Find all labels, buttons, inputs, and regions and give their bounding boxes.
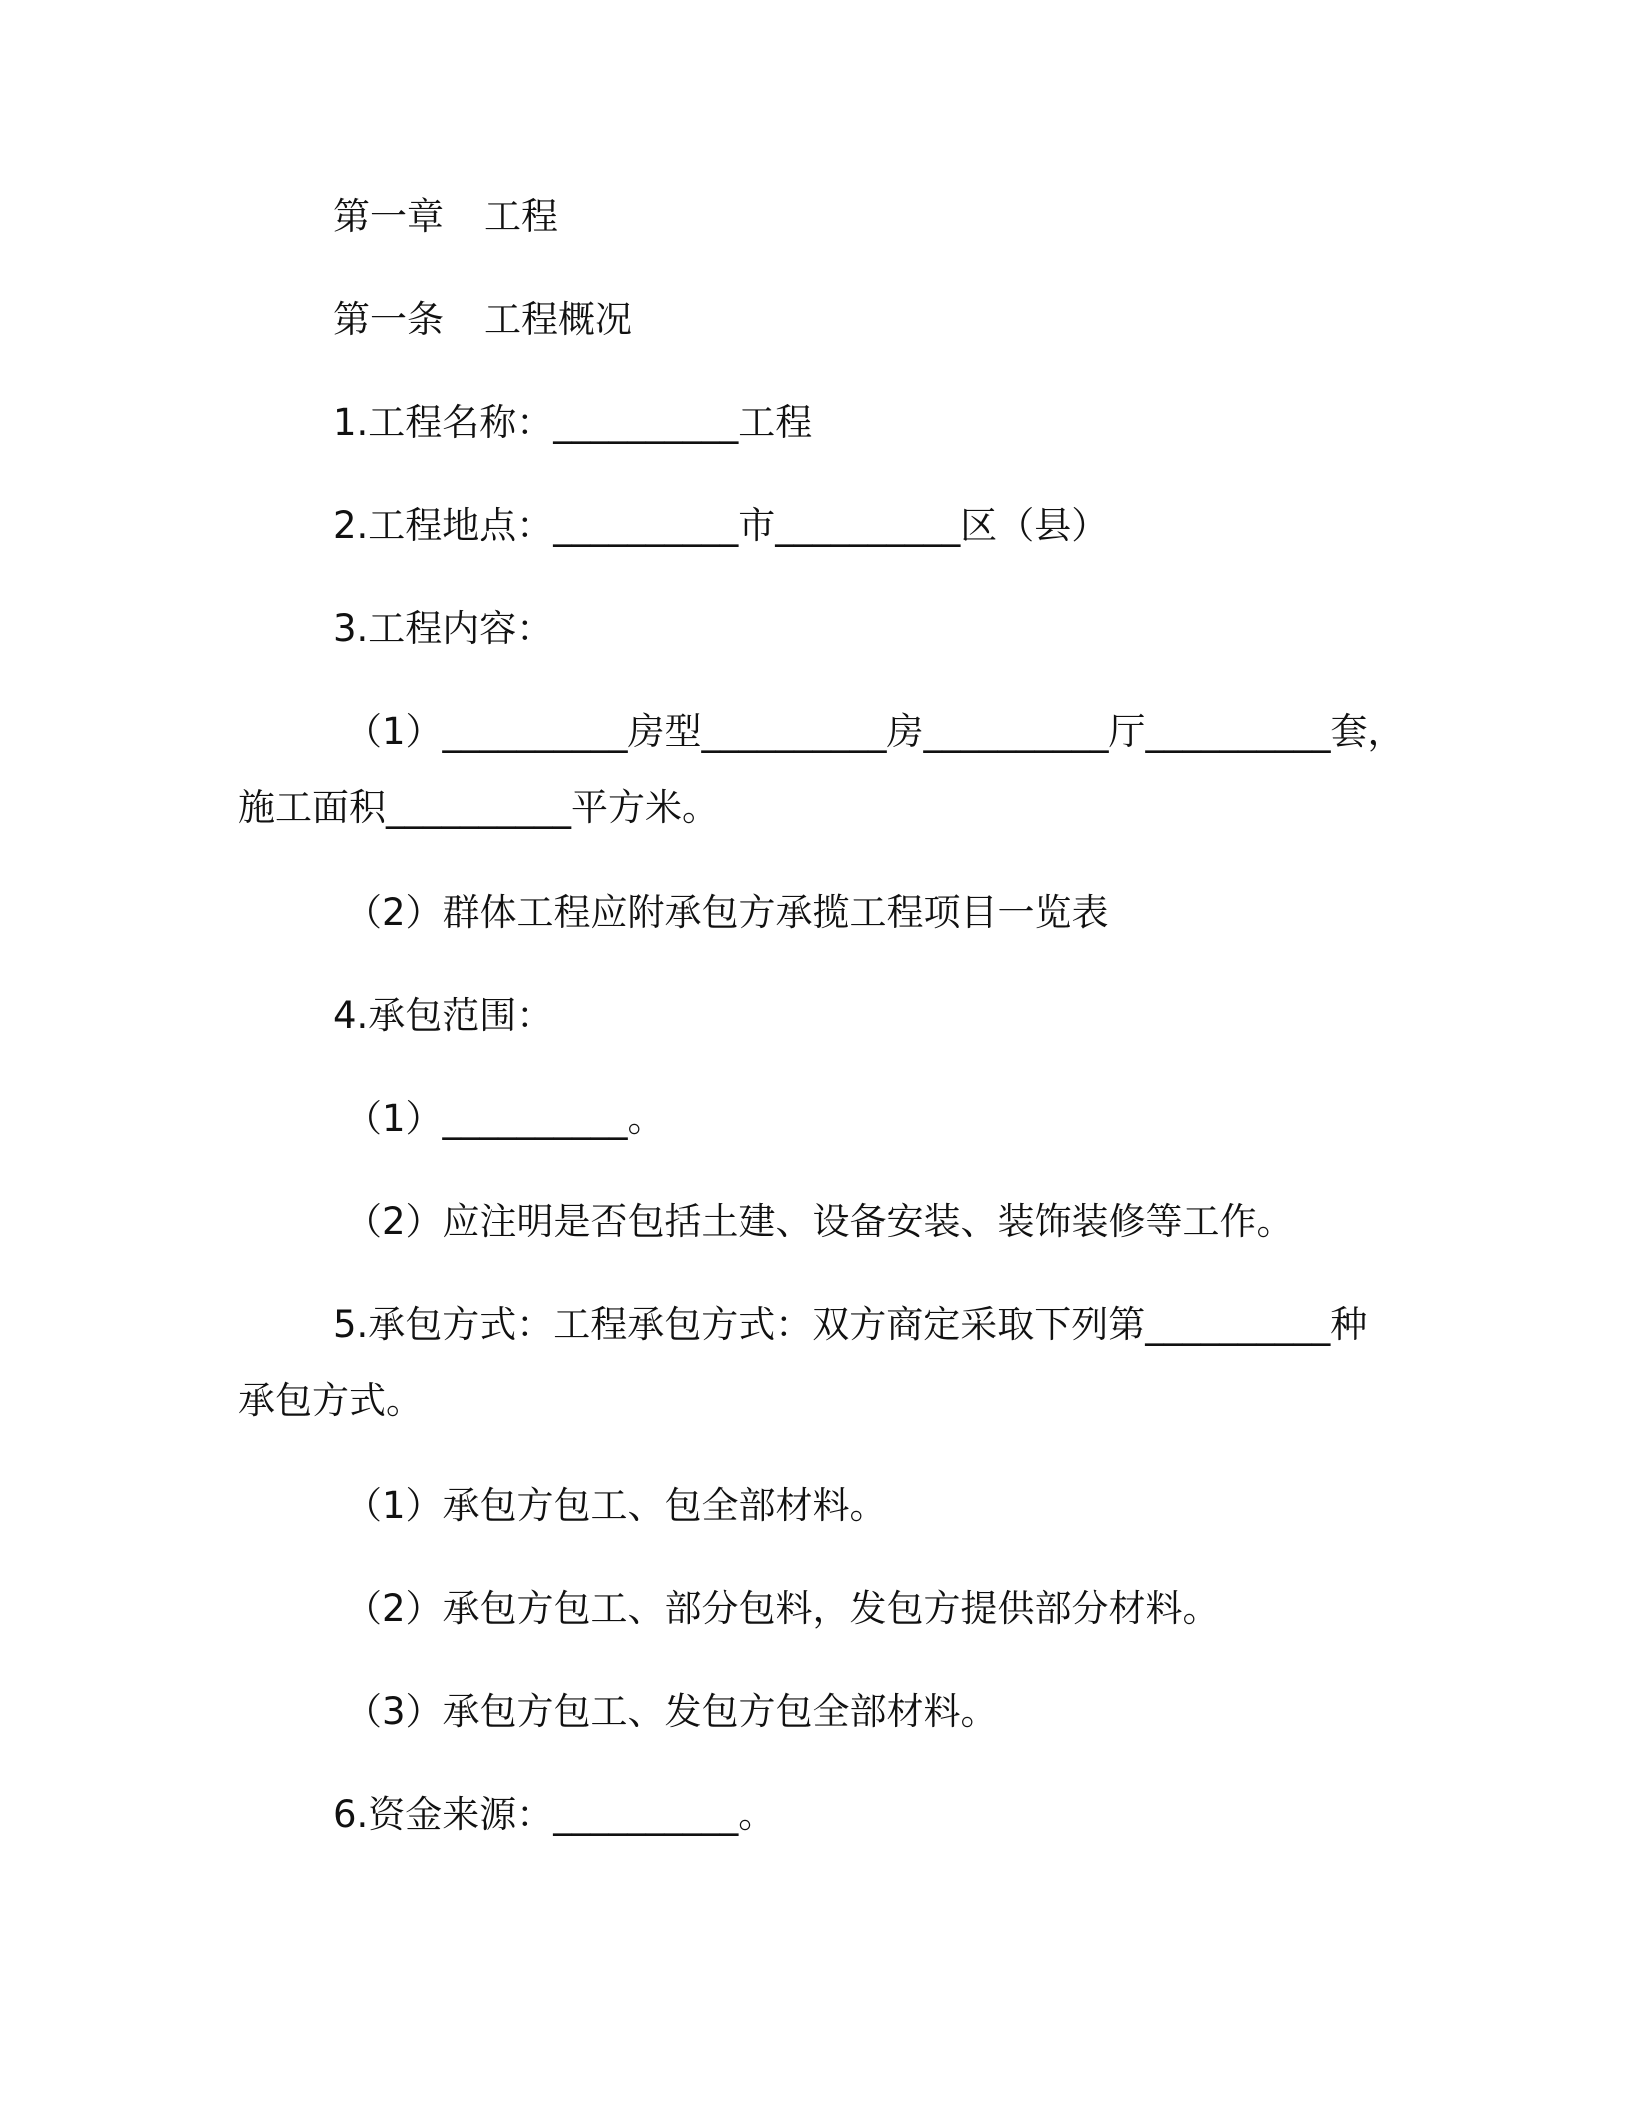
article-heading	[333, 295, 632, 345]
item-funding-source: 6.资金来源：__________。	[333, 1793, 776, 1836]
item-project-location: 2.工程地点：__________市__________区（县）	[333, 504, 1109, 547]
item-contract-scope: 4.承包范围：	[333, 994, 554, 1037]
content-sub-2: （2）群体工程应附承包方承揽工程项目一览表	[345, 891, 1109, 934]
mode-sub-1: （1）承包方包工、包全部材料。	[345, 1484, 887, 1527]
item-project-name: 1.工程名称：__________工程	[333, 401, 813, 444]
chapter-label: 第一章	[333, 195, 444, 238]
mode-sub-2: （2）承包方包工、部分包料，发包方提供部分材料。	[345, 1587, 1220, 1630]
item-contract-mode-line-1: 5.承包方式：工程承包方式：双方商定采取下列第__________种	[333, 1303, 1368, 1346]
item-project-content: 3.工程内容：	[333, 607, 554, 650]
content-sub-1-line-1: （1）__________房型__________房__________厅__________套，	[345, 710, 1405, 753]
scope-sub-2: （2）应注明是否包括土建、设备安装、装饰装修等工作。	[345, 1200, 1294, 1243]
chapter-title: 工程	[484, 195, 558, 238]
mode-sub-3: （3）承包方包工、发包方包全部材料。	[345, 1690, 998, 1733]
content-sub-1-line-2: 施工面积__________平方米。	[238, 786, 719, 829]
scope-sub-1: （1）__________。	[345, 1097, 665, 1140]
item-contract-mode-line-2: 承包方式。	[238, 1379, 423, 1422]
article-label: 第一条	[333, 298, 444, 341]
article-title: 工程概况	[484, 298, 632, 341]
chapter-heading	[333, 192, 558, 242]
